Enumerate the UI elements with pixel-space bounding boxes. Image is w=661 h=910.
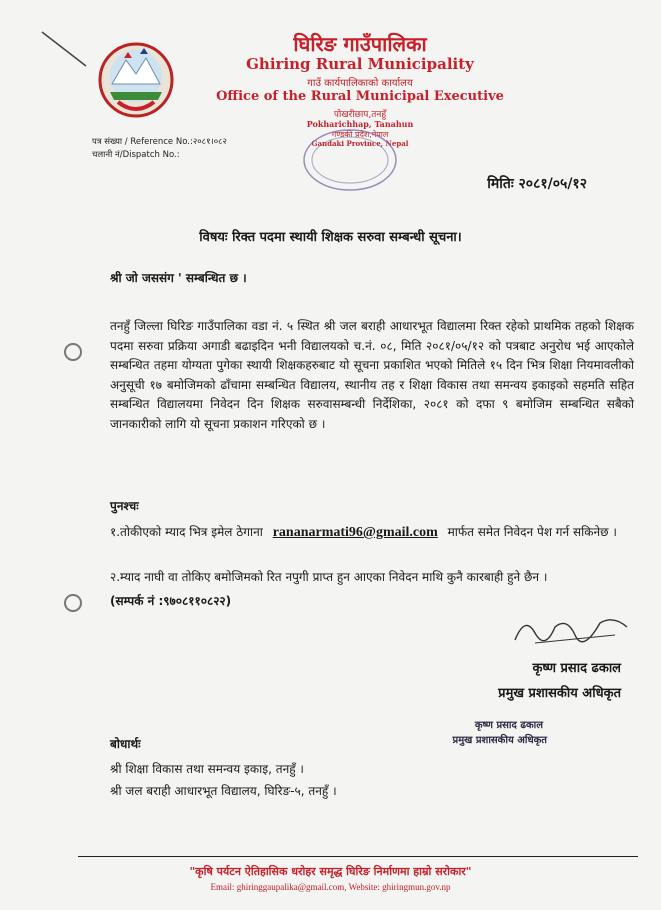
letter-salutation: श्री जो जससंग ' सम्बन्धित छ । bbox=[110, 271, 247, 285]
footer-slogan: "कृषि पर्यटन ऐतिहासिक धरोहर समृद्ध घिरिङ निर्माणमा हाम्रो सरोकार" bbox=[189, 865, 472, 878]
contact-number: (सम्पर्क नं :९७०८११०८२२) bbox=[110, 594, 232, 608]
cc-title: बोधार्थः bbox=[110, 737, 141, 751]
cc-item-2: श्री जल बराही आधारभूत विद्यालय, घिरिङ-५, तनहुँ । bbox=[110, 784, 337, 798]
header-province-en: Gandaki Province, Nepal bbox=[311, 139, 409, 148]
punch-hole-bottom bbox=[64, 594, 82, 612]
header-office-en: Office of the Rural Municipal Executive bbox=[216, 89, 504, 104]
stamp-signatory-name: कृष्ण प्रसाद ढकाल bbox=[474, 720, 543, 731]
signatory-name: कृष्ण प्रसाद ढकाल bbox=[532, 661, 621, 676]
dispatch-number: चलानी नं/Dispatch No.: bbox=[92, 150, 180, 160]
reference-number: पत्र संख्या / Reference No.:२०८१।०८२ bbox=[92, 137, 227, 147]
office-stamp-seal bbox=[300, 125, 400, 195]
signatory-title: प्रमुख प्रशासकीय अधिकृत bbox=[498, 686, 621, 701]
header-office-np: गाउँ कार्यपालिकाको कार्यालय bbox=[307, 78, 413, 89]
postscript-point-2: २.म्याद नाघी वा तोकिए बमोजिमको रित नपुगी प्राप्त हुन आएका निवेदन माथि कुनै कारबाही हुने छैन । bbox=[110, 570, 548, 584]
footer-divider bbox=[78, 856, 638, 857]
header-province-np: गण्डकी प्रदेश,नेपाल bbox=[331, 130, 389, 139]
header-name-np: घिरिङ गाउँपालिका bbox=[293, 32, 427, 56]
letter-date: मितिः २०८१/०५/१२ bbox=[487, 176, 587, 192]
stamp-signatory-title: प्रमुख प्रशासकीय अधिकृत bbox=[452, 735, 547, 746]
paper-fold-line bbox=[40, 30, 90, 70]
handwritten-signature bbox=[505, 605, 635, 650]
header-place-np: पोखरीछाप,तनहुँ bbox=[333, 110, 387, 120]
postscript-point-1 bbox=[110, 521, 634, 544]
punashcha-title: पुनश्चः bbox=[110, 499, 139, 513]
application-email: rananarmati96@gmail.com bbox=[272, 525, 438, 540]
point1-text-post: मार्फत समेत निवेदन पेश गर्न सकिनेछ । bbox=[447, 525, 617, 539]
point1-text-pre: १.तोकीएको म्याद भित्र इमेल ठेगाना bbox=[110, 525, 263, 539]
letter-subject: विषयः रिक्त पदमा स्थायी शिक्षक सरुवा सम्बन्धी सूचना। bbox=[199, 230, 462, 245]
punch-hole-top bbox=[64, 343, 82, 361]
header-place-en: Pokharichhap, Tanahun bbox=[306, 119, 414, 129]
footer-contact: Email: ghiringgaupalika@gmail.com, Website: ghiringmun.gov.np bbox=[210, 882, 451, 892]
cc-item-1: श्री शिक्षा विकास तथा समन्वय इकाइ, तनहुँ । bbox=[110, 762, 304, 776]
header-name-en: Ghiring Rural Municipality bbox=[246, 55, 474, 73]
letter-body: तनहुँ जिल्ला घिरिङ गाउँपालिका वडा नं. ५ स्थित श्री जल बराही आधारभूत विद्यालमा रिक्त रहेको प्राथमिक तहको शिक्षक पदमा सरुवा प्रक्रिया अगाडी बढाइदिन भनी विद्यालयको च.नं. ०८, मिति २०८१/०५/१२ को पत्रबाट अनुरोध भई आएकोले सम्बन्धित तहमा योग्यता पुगेका स्थायी शिक्षकहरुबाट यो सूचना प्रकाशित भएको मितिले १५ दिन भित्र शिक्षा नियमावलीको अनुसूची १७ बमोजिमको ढाँचामा सम्बन्धित विद्यालय, स्थानीय तह र शिक्षा विकास तथा समन्वय इकाइको सहमति सहित सम्बन्धित विद्यालयमा निवेदन दिन शिक्षक सरुवासम्बन्धी निर्देशिका, २०८१ को दफा ९ बमोजिम सम्बन्धित सबैको जानकारीको लागि यो सूचना प्रकाशन गरिएको छ । bbox=[110, 319, 634, 431]
